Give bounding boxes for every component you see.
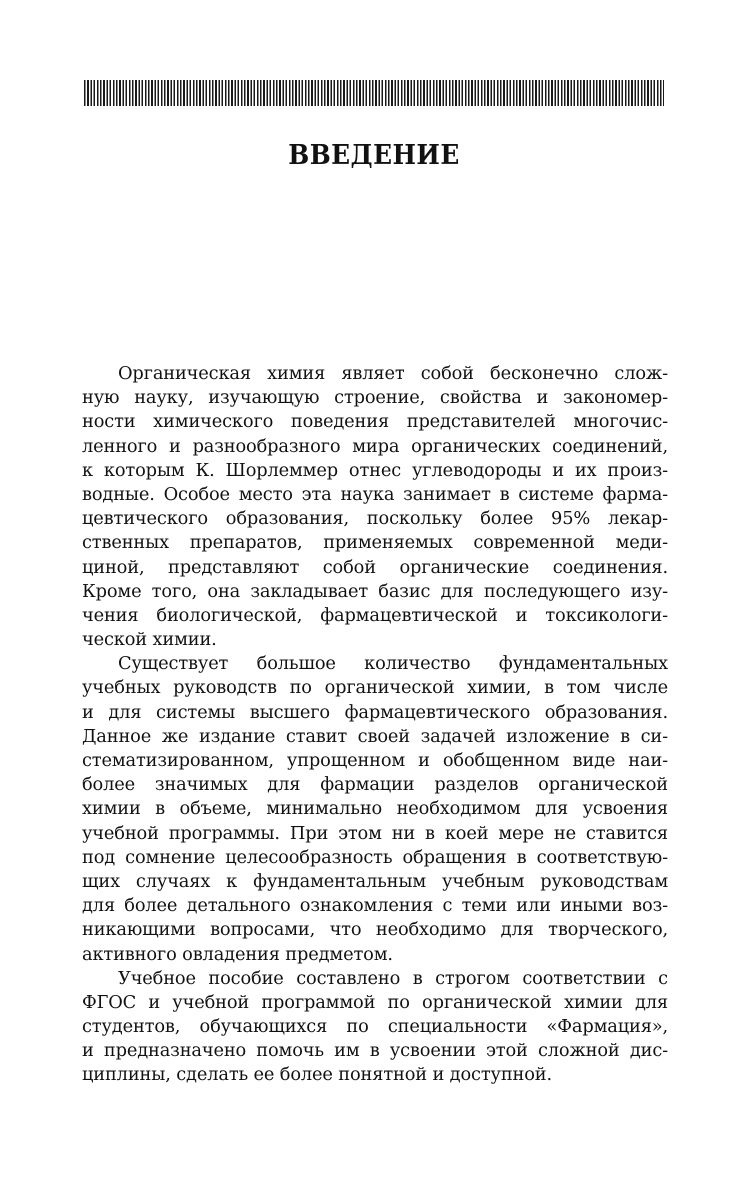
- text-line: под сомнение целесообразность обращения в соответствую-: [82, 846, 668, 868]
- text-line: щих случаях к фундаментальным учебным руководствам: [82, 870, 668, 892]
- paragraph-3: [82, 967, 668, 1088]
- text-line: и предназначено помочь им в усвоении этой сложной дис-: [82, 1040, 668, 1062]
- paragraph-2: [82, 652, 668, 966]
- text-line: активного овладения предметом.: [82, 943, 393, 965]
- paragraph-1: [82, 362, 668, 652]
- text-line: химии в объеме, минимально необходимом для усвоения: [82, 798, 668, 820]
- text-line: ности химического поведения представителей многочис-: [82, 411, 668, 433]
- body-text: [82, 362, 668, 1088]
- text-line: Существует большое количество фундаментальных: [118, 653, 668, 675]
- text-line: стематизированном, упрощенном и обобщенном виде наи-: [82, 750, 668, 771]
- text-line: и для системы высшего фармацевтического образования.: [82, 701, 668, 723]
- chapter-title: ВВЕДЕНИЕ: [288, 140, 460, 171]
- text-line: водные. Особое место эта наука занимает в системе фарма-: [82, 483, 668, 505]
- text-line: ную науку, изучающую строение, свойства и закономер-: [82, 387, 668, 409]
- text-line: Органическая химия являет собой бесконечно слож-: [118, 363, 668, 384]
- text-line: ческой химии.: [82, 629, 217, 651]
- text-line: циной, представляют собой органические соединения.: [82, 556, 668, 578]
- text-line: чения биологической, фармацевтической и токсикологи-: [82, 604, 668, 626]
- header-decorative-rule: [84, 80, 664, 106]
- text-line: учебных руководств по органической химии, в том числе: [82, 677, 668, 699]
- text-line: Кроме того, она закладывает базис для последующего изу-: [82, 580, 668, 602]
- text-line: Учебное пособие составлено в строгом соответствии с: [118, 967, 668, 989]
- text-line: для более детального ознакомления с теми или иными воз-: [82, 895, 668, 917]
- text-line: ФГОС и учебной программой по органической химии для: [82, 991, 668, 1013]
- text-line: ленного и разнообразного мира органических соединений,: [82, 435, 668, 457]
- text-line: ственных препаратов, применяемых современной меди-: [82, 532, 668, 554]
- text-line: цевтического образования, поскольку более 95% лекар-: [82, 508, 668, 530]
- text-line: Данное же издание ставит своей задачей изложение в си-: [82, 725, 668, 747]
- text-line: учебной программы. При этом ни в коей мере не ставится: [82, 822, 668, 844]
- text-line: никающими вопросами, что необходимо для творческого,: [82, 919, 668, 941]
- text-line: студентов, обучающихся по специальности «Фармация»,: [82, 1016, 668, 1038]
- text-line: циплины, сделать ее более понятной и доступной.: [82, 1064, 552, 1086]
- text-line: к которым К. Шорлеммер отнес углеводороды и их произ-: [82, 459, 668, 481]
- text-line: более значимых для фармации разделов органической: [82, 774, 668, 796]
